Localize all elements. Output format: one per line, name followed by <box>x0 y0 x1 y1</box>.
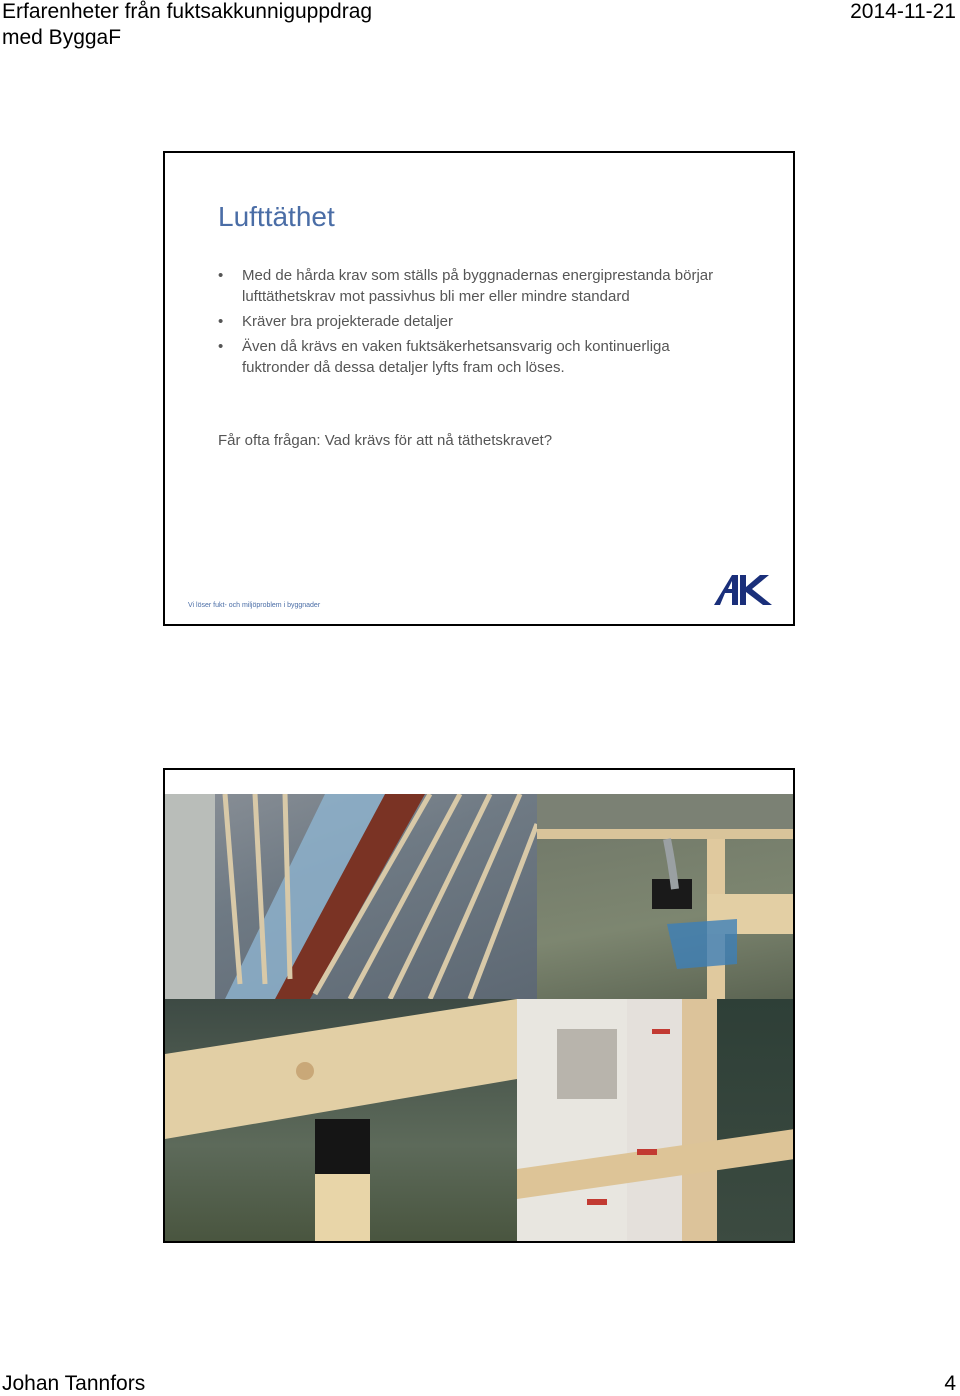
bullet-item: • Även då krävs en vaken fuktsäkerhetsansvarig och kontinuerliga fuktronder då dessa detaljer lyfts fram och löses. <box>218 336 738 378</box>
page-author: Johan Tannfors <box>2 1372 146 1395</box>
photo-beam-cable <box>537 794 795 999</box>
slide-question: Får ofta frågan: Vad krävs för att nå täthetskravet? <box>218 432 553 449</box>
header-title-line1: Erfarenheter från fuktsakkunniguppdrag <box>2 0 373 23</box>
header-title-line2: med ByggaF <box>2 26 122 49</box>
header-date: 2014-11-21 <box>850 0 956 23</box>
bullet-item: • Kräver bra projekterade detaljer <box>218 311 738 332</box>
slide-photos <box>163 768 795 1243</box>
photo-window-frame <box>517 999 795 1243</box>
bullet-item: • Med de hårda krav som ställs på byggnadernas energiprestanda börjar lufttäthetskrav mot passivhus bli mer eller mindre standard <box>218 265 738 307</box>
ak-logo <box>714 573 776 609</box>
bullet-list <box>218 265 738 382</box>
photo-roof-battens <box>165 794 537 999</box>
photo-wood-joint <box>165 999 517 1243</box>
page-number: 4 <box>944 1372 956 1395</box>
slide-title: Lufttäthet <box>218 201 335 232</box>
slide-footer: Vi löser fukt- och miljöproblem i byggnader <box>188 602 321 609</box>
slide-text <box>163 151 795 626</box>
